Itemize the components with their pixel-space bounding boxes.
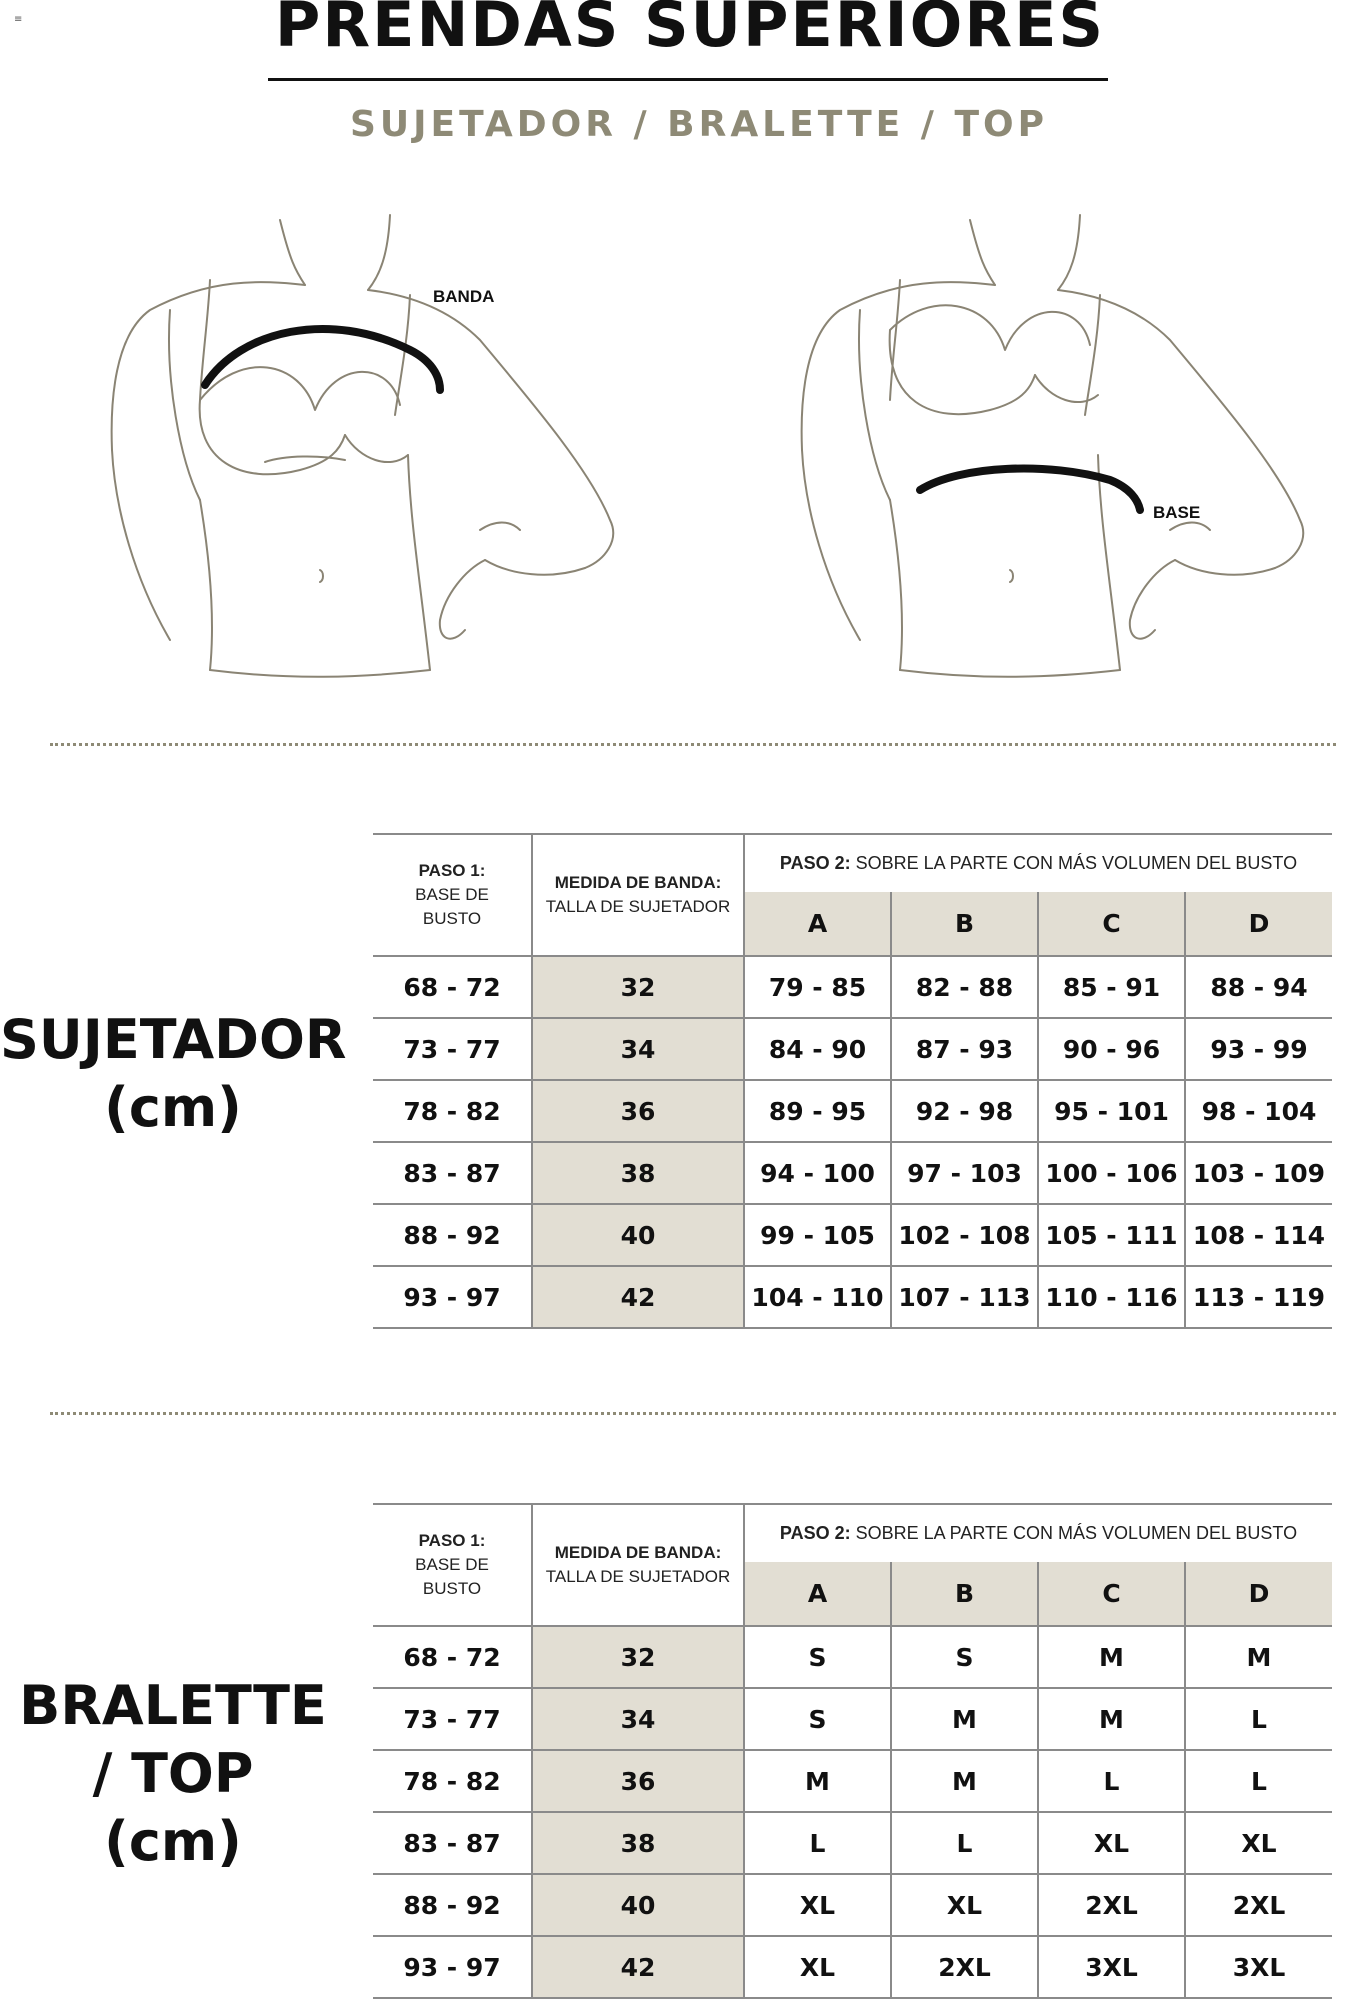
cup-header-b: B: [891, 892, 1038, 956]
cup-cell: 82 - 88: [891, 956, 1038, 1018]
cup-cell: XL: [744, 1936, 891, 1998]
table-row: [373, 1080, 1332, 1142]
cup-cell: 85 - 91: [1038, 956, 1185, 1018]
base-measurement-illustration: [780, 200, 1350, 680]
cup-cell: M: [891, 1750, 1038, 1812]
table-row: [373, 1142, 1332, 1204]
table-row: [373, 1874, 1332, 1936]
page-subtitle: SUJETADOR / BRALETTE / TOP: [349, 104, 1049, 145]
cup-cell: 93 - 99: [1185, 1018, 1332, 1080]
cup-cell: 107 - 113: [891, 1266, 1038, 1328]
cup-cell: 90 - 96: [1038, 1018, 1185, 1080]
base-label: BASE: [1153, 503, 1201, 522]
band-cell: 40: [532, 1874, 744, 1936]
band-cell: 32: [532, 956, 744, 1018]
cup-cell: M: [1038, 1688, 1185, 1750]
torso-figure-right: [780, 200, 1350, 680]
title-underline: [268, 78, 1108, 81]
cup-cell: 3XL: [1038, 1936, 1185, 1998]
base-cell: 68 - 72: [373, 956, 532, 1018]
cup-cell: S: [744, 1626, 891, 1688]
cup-cell: 97 - 103: [891, 1142, 1038, 1204]
paso2-text: SOBRE LA PARTE CON MÁS VOLUMEN DEL BUSTO: [855, 1522, 1298, 1543]
base-cell: 93 - 97: [373, 1266, 532, 1328]
band-cell: 40: [532, 1204, 744, 1266]
cup-cell: XL: [891, 1874, 1038, 1936]
band-cell: 34: [532, 1688, 744, 1750]
cup-cell: 99 - 105: [744, 1204, 891, 1266]
band-header-bold: MEDIDA DE BANDA:: [554, 873, 722, 892]
base-cell: 83 - 87: [373, 1142, 532, 1204]
cup-cell: L: [1185, 1750, 1332, 1812]
cup-cell: 104 - 110: [744, 1266, 891, 1328]
band-cell: 42: [532, 1266, 744, 1328]
cup-cell: S: [891, 1626, 1038, 1688]
bralette-section-label: [0, 1672, 346, 1876]
cup-cell: M: [891, 1688, 1038, 1750]
band-header: [532, 834, 744, 956]
band-header-bold: MEDIDA DE BANDA:: [554, 1543, 722, 1562]
cup-cell: 95 - 101: [1038, 1080, 1185, 1142]
base-cell: 68 - 72: [373, 1626, 532, 1688]
band-cell: 38: [532, 1812, 744, 1874]
band-header-sub: TALLA DE SUJETADOR: [545, 897, 731, 916]
cup-cell: XL: [1038, 1812, 1185, 1874]
band-cell: 36: [532, 1750, 744, 1812]
cup-header-c: C: [1038, 892, 1185, 956]
menu-icon[interactable]: ≡: [14, 14, 23, 25]
base-cell: 88 - 92: [373, 1874, 532, 1936]
table-row: [373, 1750, 1332, 1812]
paso1-header: [373, 1504, 532, 1626]
paso2-text: SOBRE LA PARTE CON MÁS VOLUMEN DEL BUSTO: [855, 852, 1298, 873]
cup-header-d: D: [1185, 892, 1332, 956]
paso2-bold: PASO 2:: [779, 852, 851, 873]
cup-cell: 105 - 111: [1038, 1204, 1185, 1266]
base-cell: 78 - 82: [373, 1080, 532, 1142]
paso1-header: [373, 834, 532, 956]
band-header-sub: TALLA DE SUJETADOR: [545, 1567, 731, 1586]
table-row: [373, 1266, 1332, 1328]
paso2-header: [744, 834, 1332, 892]
band-cell: 32: [532, 1626, 744, 1688]
bralette-label-line2: / TOP: [92, 1742, 254, 1805]
banda-label: BANDA: [433, 287, 495, 306]
cup-cell: 98 - 104: [1185, 1080, 1332, 1142]
cup-cell: 87 - 93: [891, 1018, 1038, 1080]
table-row: [373, 1688, 1332, 1750]
cup-cell: XL: [1185, 1812, 1332, 1874]
cup-cell: L: [891, 1812, 1038, 1874]
cup-cell: L: [744, 1812, 891, 1874]
sujetador-section-label: [0, 1006, 346, 1142]
paso2-header: [744, 1504, 1332, 1562]
cup-cell: M: [1185, 1626, 1332, 1688]
cup-cell: 108 - 114: [1185, 1204, 1332, 1266]
cup-cell: 79 - 85: [744, 956, 891, 1018]
paso2-bold: PASO 2:: [779, 1522, 851, 1543]
band-cell: 36: [532, 1080, 744, 1142]
cup-cell: 88 - 94: [1185, 956, 1332, 1018]
cup-cell: 84 - 90: [744, 1018, 891, 1080]
band-cell: 34: [532, 1018, 744, 1080]
cup-cell: 100 - 106: [1038, 1142, 1185, 1204]
band-header: [532, 1504, 744, 1626]
bralette-label-line1: BRALETTE: [19, 1674, 327, 1737]
section-divider: [50, 743, 1336, 746]
base-cell: 73 - 77: [373, 1688, 532, 1750]
bralette-label-line3: (cm): [104, 1810, 242, 1873]
cup-cell: L: [1038, 1750, 1185, 1812]
section-divider: [50, 1412, 1336, 1415]
paso1-line1: BASE DE: [415, 885, 489, 904]
paso1-bold: PASO 1:: [418, 1531, 486, 1550]
band-cell: 42: [532, 1936, 744, 1998]
base-cell: 83 - 87: [373, 1812, 532, 1874]
table-row: [373, 1626, 1332, 1688]
bralette-size-table: [373, 1503, 1332, 1999]
cup-cell: S: [744, 1688, 891, 1750]
sujetador-label-line1: SUJETADOR: [0, 1008, 347, 1071]
table-row: [373, 1018, 1332, 1080]
table-row: [373, 1812, 1332, 1874]
band-measurement-illustration: [90, 200, 650, 680]
cup-header-a: A: [744, 892, 891, 956]
base-cell: 78 - 82: [373, 1750, 532, 1812]
torso-figure-left: [90, 200, 650, 680]
sujetador-size-table: [373, 833, 1332, 1329]
paso1-line2: BUSTO: [422, 909, 482, 928]
cup-cell: 103 - 109: [1185, 1142, 1332, 1204]
cup-cell: 89 - 95: [744, 1080, 891, 1142]
base-cell: 93 - 97: [373, 1936, 532, 1998]
sujetador-label-line2: (cm): [104, 1076, 242, 1139]
cup-cell: 94 - 100: [744, 1142, 891, 1204]
paso1-line1: BASE DE: [415, 1555, 489, 1574]
cup-header-c: C: [1038, 1562, 1185, 1626]
table-row: [373, 956, 1332, 1018]
cup-header-b: B: [891, 1562, 1038, 1626]
base-cell: 88 - 92: [373, 1204, 532, 1266]
cup-cell: L: [1185, 1688, 1332, 1750]
cup-header-a: A: [744, 1562, 891, 1626]
paso1-bold: PASO 1:: [418, 861, 486, 880]
cup-header-d: D: [1185, 1562, 1332, 1626]
cup-cell: 2XL: [891, 1936, 1038, 1998]
page-title: PRENDAS SUPERIORES: [274, 0, 1106, 61]
cup-cell: 92 - 98: [891, 1080, 1038, 1142]
base-cell: 73 - 77: [373, 1018, 532, 1080]
cup-cell: 2XL: [1185, 1874, 1332, 1936]
table-row: [373, 1936, 1332, 1998]
paso1-line2: BUSTO: [422, 1579, 482, 1598]
base-measure-line: [920, 469, 1140, 510]
cup-cell: M: [1038, 1626, 1185, 1688]
cup-cell: 110 - 116: [1038, 1266, 1185, 1328]
cup-cell: 3XL: [1185, 1936, 1332, 1998]
band-measure-line: [205, 329, 440, 390]
cup-cell: XL: [744, 1874, 891, 1936]
table-row: [373, 1204, 1332, 1266]
cup-cell: M: [744, 1750, 891, 1812]
cup-cell: 2XL: [1038, 1874, 1185, 1936]
cup-cell: 113 - 119: [1185, 1266, 1332, 1328]
band-cell: 38: [532, 1142, 744, 1204]
cup-cell: 102 - 108: [891, 1204, 1038, 1266]
